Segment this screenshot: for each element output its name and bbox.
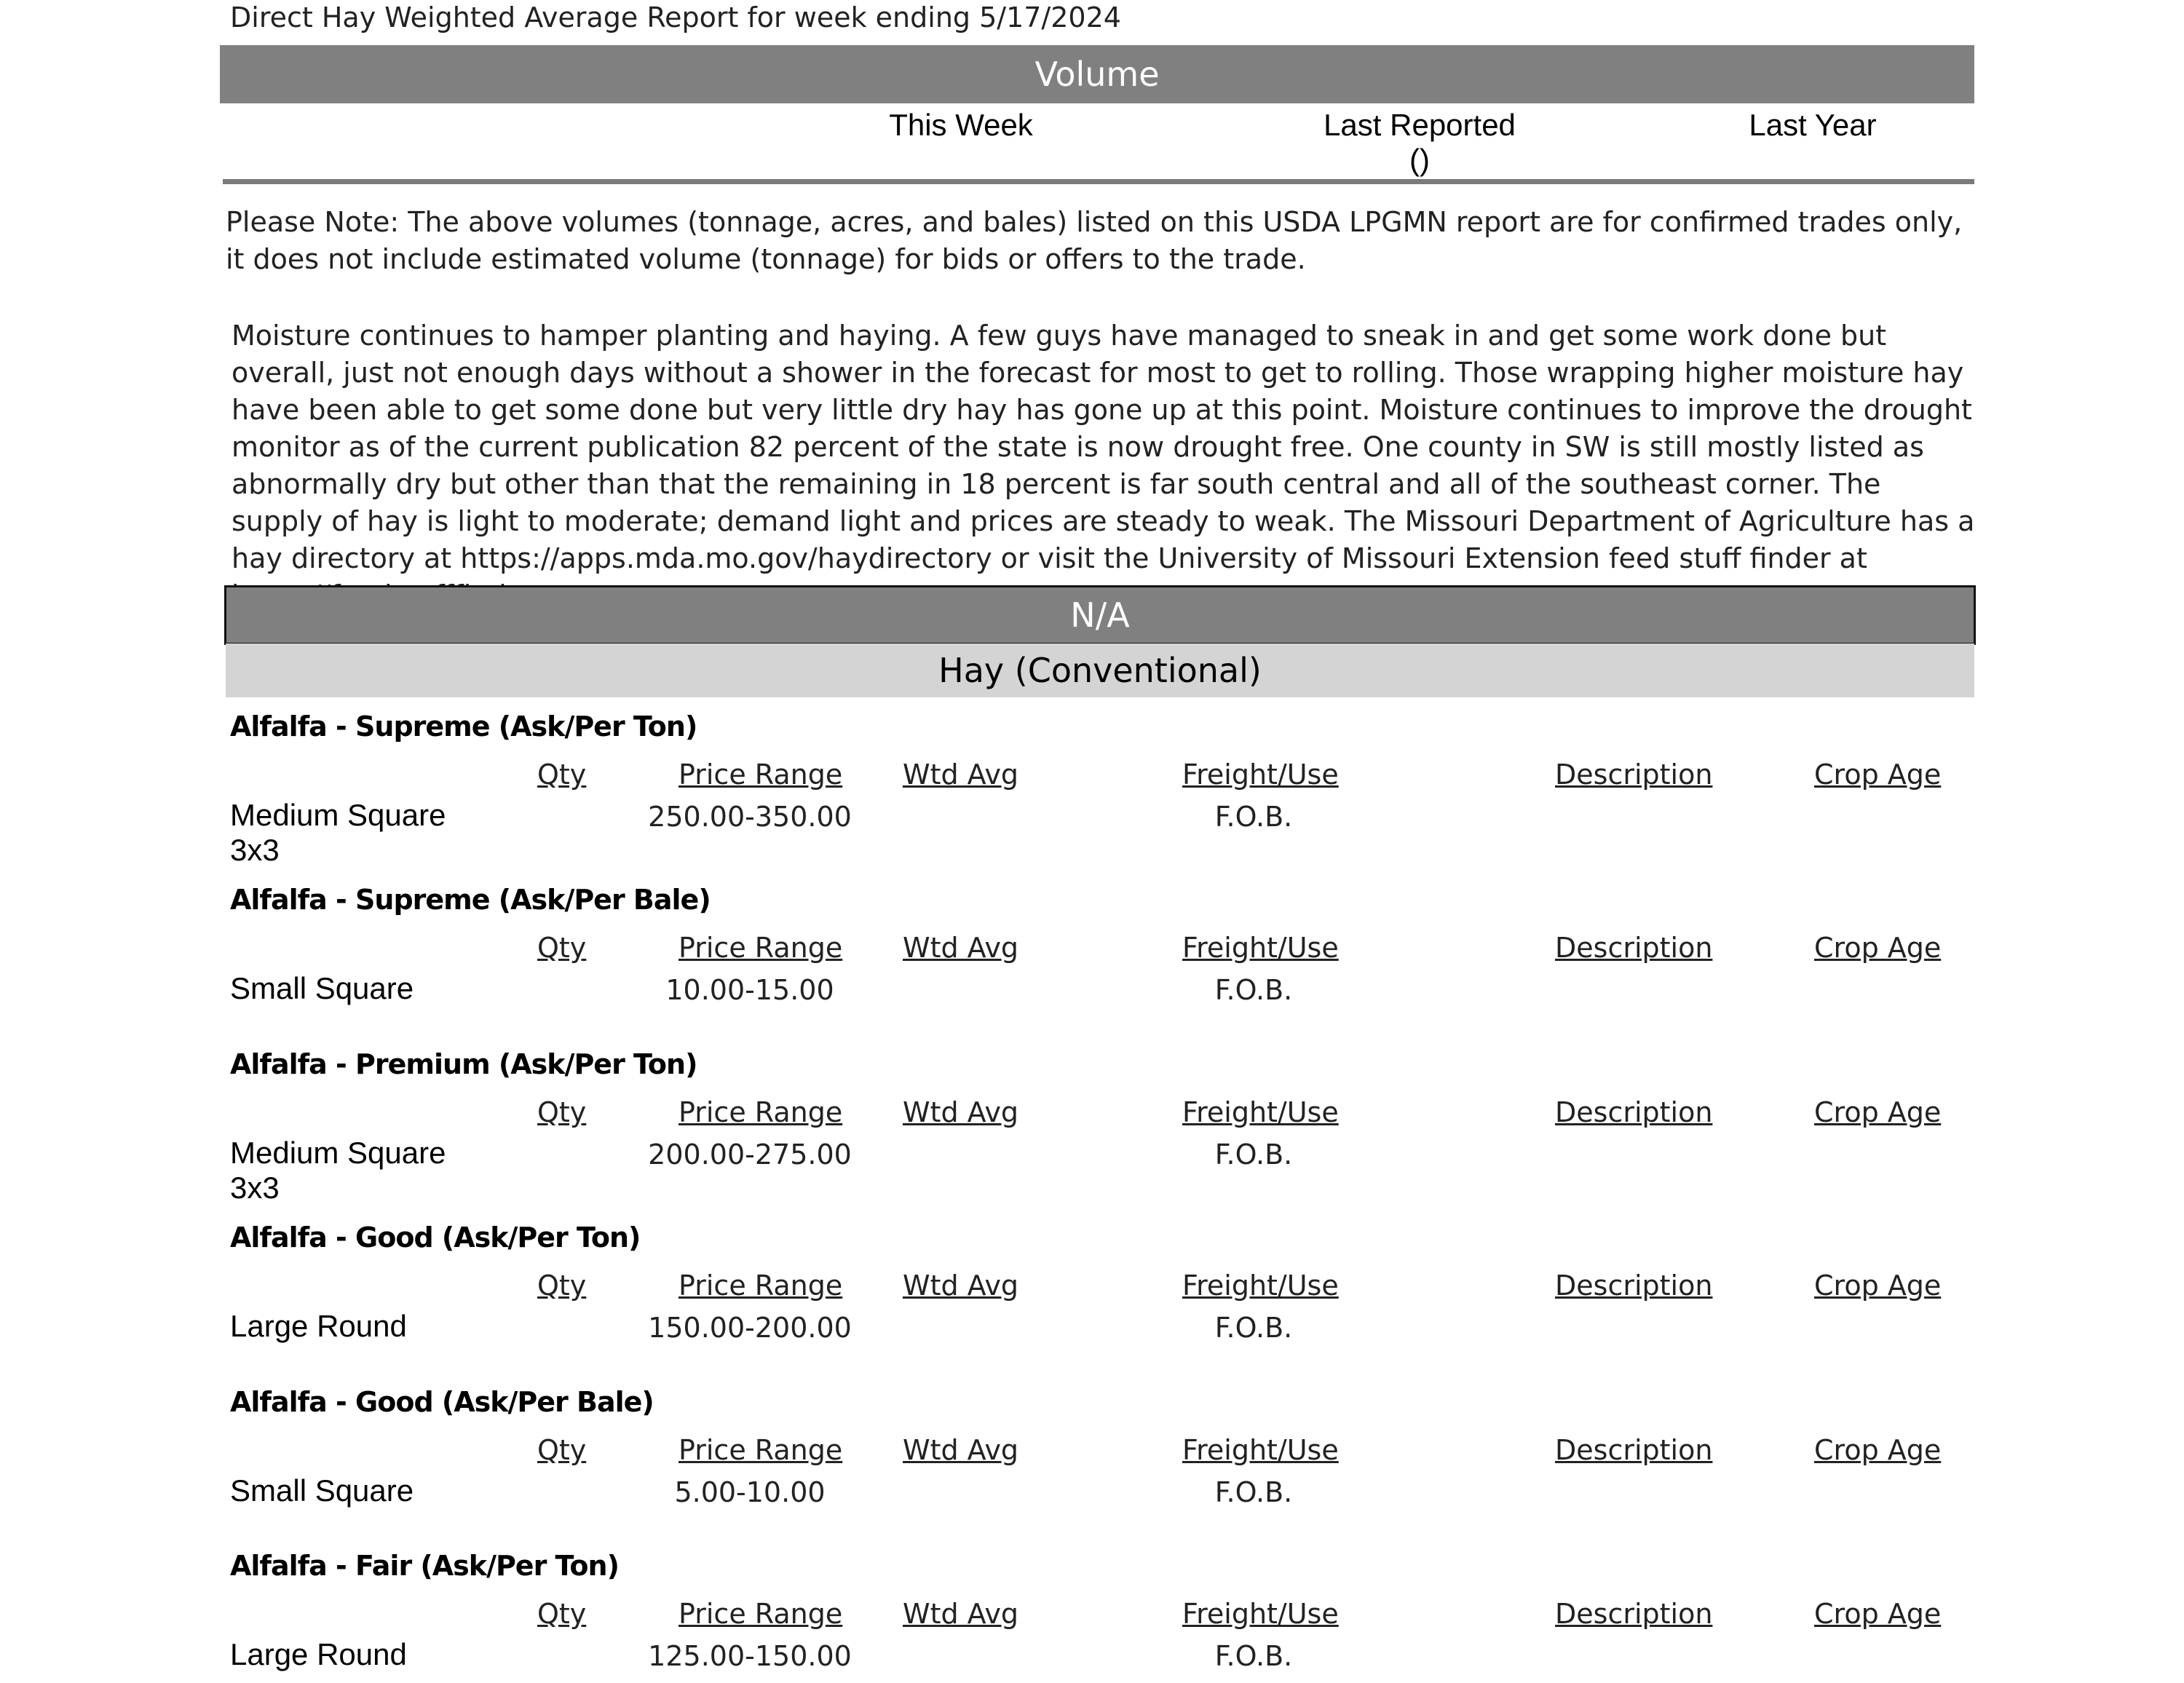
col-header-qty: Qty	[537, 1096, 587, 1128]
price-range-value: 125.00-150.00	[648, 1640, 852, 1672]
col-header-price-range: Price Range	[678, 759, 843, 791]
col-header-description: Description	[1555, 1434, 1713, 1466]
package-size: 3x3	[230, 833, 280, 867]
col-header-freight: Freight/Use	[1182, 759, 1339, 791]
col-header-wtd-avg: Wtd Avg	[903, 1598, 1019, 1630]
col-header-freight: Freight/Use	[1182, 1096, 1339, 1128]
na-header: N/A	[224, 585, 1976, 645]
col-header-wtd-avg: Wtd Avg	[903, 1434, 1019, 1466]
col-header-description: Description	[1555, 1598, 1713, 1630]
col-header-wtd-avg: Wtd Avg	[903, 1270, 1019, 1302]
freight-value: F.O.B.	[1214, 1476, 1293, 1508]
section-title: Alfalfa - Fair (Ask/Per Ton)	[230, 1550, 619, 1582]
col-header-description: Description	[1555, 759, 1713, 791]
freight-value: F.O.B.	[1214, 1640, 1293, 1672]
hay-category-header: Hay (Conventional)	[226, 644, 1974, 697]
col-header-description: Description	[1555, 1270, 1713, 1302]
col-header-freight: Freight/Use	[1182, 1598, 1339, 1630]
col-header-price-range: Price Range	[678, 932, 843, 964]
freight-value: F.O.B.	[1214, 1138, 1293, 1171]
col-header-freight: Freight/Use	[1182, 1434, 1339, 1466]
package-cell	[230, 1473, 536, 1508]
col-header-description: Description	[1555, 1096, 1713, 1128]
section-title: Alfalfa - Good (Ask/Per Bale)	[230, 1386, 654, 1418]
col-header-price-range: Price Range	[678, 1598, 843, 1630]
package-type: Small Square	[230, 1473, 414, 1508]
section-title: Alfalfa - Supreme (Ask/Per Bale)	[230, 884, 711, 916]
volume-note: Please Note: The above volumes (tonnage, acres, and bales) listed on this USDA LPGMN report are for confirmed trades only, it does not include estimated volume (tonnage) for bids or offers to the trade.	[226, 206, 1963, 275]
col-header-qty: Qty	[537, 759, 587, 791]
volume-last-reported-date: ()	[1409, 143, 1430, 177]
col-header-crop-age: Crop Age	[1814, 932, 1942, 964]
col-header-qty: Qty	[537, 1270, 587, 1302]
package-type: Medium Square	[230, 798, 446, 832]
col-header-crop-age: Crop Age	[1814, 1598, 1942, 1630]
freight-value: F.O.B.	[1214, 974, 1293, 1006]
volume-this-week-label: This Week	[889, 108, 1033, 142]
col-header-description: Description	[1555, 932, 1713, 964]
report-title: Direct Hay Weighted Average Report for week ending 5/17/2024	[230, 1, 1121, 33]
col-header-qty: Qty	[537, 932, 587, 964]
section-title: Alfalfa - Premium (Ask/Per Ton)	[230, 1048, 697, 1080]
col-header-crop-age: Crop Age	[1814, 1434, 1942, 1466]
price-range-value: 10.00-15.00	[665, 974, 834, 1006]
volume-divider	[223, 179, 1974, 184]
package-type: Large Round	[230, 1309, 407, 1343]
package-cell	[230, 971, 536, 1006]
section-title: Alfalfa - Good (Ask/Per Ton)	[230, 1221, 641, 1254]
col-header-wtd-avg: Wtd Avg	[903, 759, 1019, 791]
market-narrative: Moisture continues to hamper planting and haying. A few guys have managed to sneak in and get some work done but overall, just not enough days without a shower in the forecast for most to get to rolling. Those wrapping higher moisture hay have been able to get some done but very little dry hay has gone up at this point. Moisture continues to improve the drought monitor as of the current publication 82 percent of the state is now drought free. One county in SW is still mostly listed as abnormally dry but other than that the remaining in 18 percent is far south central and all of the southeast corner. The supply of hay is light to moderate; demand light and prices are steady to weak. The Missouri Department of Agriculture has a hay directory at https://apps.mda.mo.gov/haydirectory or visit the University of Missouri Extension feed stuff finder at	[232, 320, 1975, 574]
col-header-crop-age: Crop Age	[1814, 1270, 1942, 1302]
package-cell	[230, 1136, 536, 1205]
col-header-freight: Freight/Use	[1182, 1270, 1339, 1302]
col-header-qty: Qty	[537, 1434, 587, 1466]
freight-value: F.O.B.	[1214, 1312, 1293, 1344]
package-type: Medium Square	[230, 1136, 446, 1170]
col-header-qty: Qty	[537, 1598, 587, 1630]
package-cell	[230, 798, 536, 868]
price-range-value: 250.00-350.00	[648, 801, 852, 833]
price-range-value: 150.00-200.00	[648, 1312, 852, 1344]
freight-value: F.O.B.	[1214, 801, 1293, 833]
volume-last-reported-label: Last Reported	[1324, 108, 1516, 142]
col-header-price-range: Price Range	[678, 1270, 843, 1302]
col-header-price-range: Price Range	[678, 1434, 843, 1466]
col-header-crop-age: Crop Age	[1814, 1096, 1942, 1128]
volume-last-year-label: Last Year	[1749, 108, 1877, 142]
package-size: 3x3	[230, 1171, 280, 1205]
package-cell	[230, 1309, 536, 1344]
package-type: Small Square	[230, 971, 414, 1005]
section-title: Alfalfa - Supreme (Ask/Per Ton)	[230, 710, 697, 742]
volume-header: Volume	[220, 45, 1974, 103]
col-header-crop-age: Crop Age	[1814, 759, 1942, 791]
package-type: Large Round	[230, 1637, 407, 1671]
price-range-value: 200.00-275.00	[648, 1138, 852, 1171]
col-header-price-range: Price Range	[678, 1096, 843, 1128]
price-range-value: 5.00-10.00	[674, 1476, 826, 1508]
package-cell	[230, 1637, 536, 1672]
col-header-wtd-avg: Wtd Avg	[903, 1096, 1019, 1128]
col-header-freight: Freight/Use	[1182, 932, 1339, 964]
col-header-wtd-avg: Wtd Avg	[903, 932, 1019, 964]
